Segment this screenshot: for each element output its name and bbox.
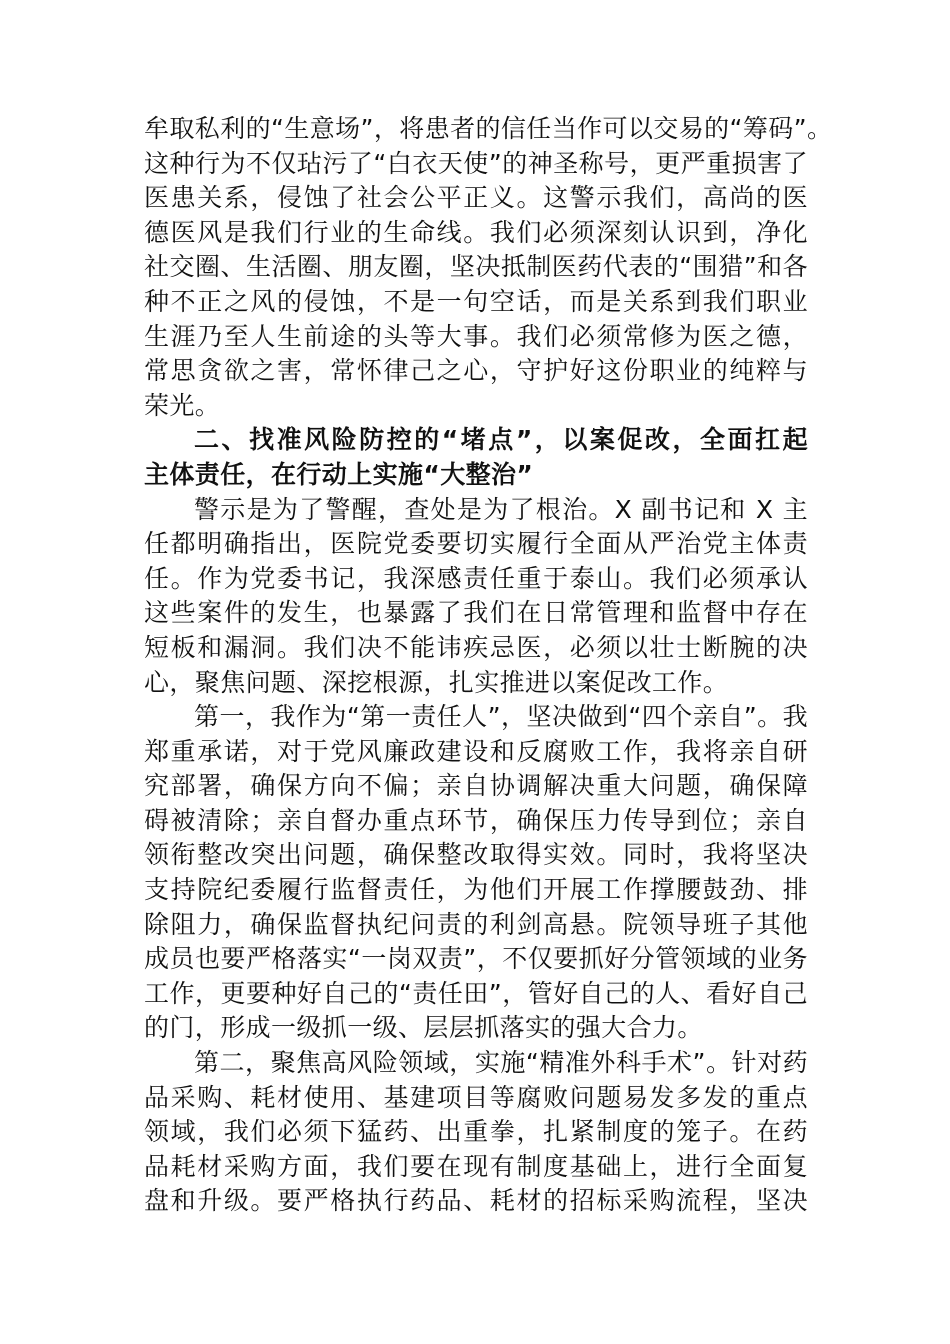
text-line: 任都明确指出，医院党委要切实履行全面从严治党主体责 [144,529,808,559]
heading-line: 二、找准风险防控的“堵点”，以案促改，全面扛起 [194,425,808,455]
text-line: 德医风是我们行业的生命线。我们必须深刻认识到，净化 [144,217,808,247]
text-line: 短板和漏洞。我们决不能讳疾忌医，必须以壮士断腕的决 [144,632,808,662]
text-line: 工作，更要种好自己的“责任田”，管好自己的人、看好自己 [144,978,808,1008]
text-line: 品采购、耗材使用、基建项目等腐败问题易发多发的重点 [144,1082,808,1112]
text-line: 品耗材采购方面，我们要在现有制度基础上，进行全面复 [144,1151,808,1181]
paragraph-4 [144,700,808,1046]
text-line: 种不正之风的侵蚀，不是一句空话，而是关系到我们职业 [144,286,808,316]
text-line: 第二，聚焦高风险领域，实施“精准外科手术”。针对药 [194,1048,808,1078]
text-line: 医患关系，侵蚀了社会公平正义。这警示我们，高尚的医 [144,183,808,213]
text-line: 荣光。 [144,390,221,420]
section-heading [144,423,808,492]
text-line: 碍被清除；亲自督办重点环节，确保压力传导到位；亲自 [144,805,808,835]
paragraph-5 [144,1046,808,1219]
text-line: 支持院纪委履行监督责任，为他们开展工作撑腰鼓劲、排 [144,875,808,905]
text-line: 常思贪欲之害，常怀律己之心，守护好这份职业的纯粹与 [144,356,808,386]
text-line: 警示是为了警醒，查处是为了根治。X 副书记和 X 主 [194,494,808,524]
text-line: 究部署，确保方向不偏；亲自协调解决重大问题，确保障 [144,771,808,801]
text-line: 牟取私利的“生意场”，将患者的信任当作可以交易的“筹码”。 [144,114,833,143]
text-line: 成员也要严格落实“一岗双责”，不仅要抓好分管领域的业务 [144,944,808,974]
text-line: 的门，形成一级抓一级、层层抓落实的强大合力。 [144,1013,703,1043]
text-line: 任。作为党委书记，我深感责任重于泰山。我们必须承认 [144,563,808,593]
text-line: 领衔整改突出问题，确保整改取得实效。同时，我将坚决 [144,840,808,870]
text-line: 郑重承诺，对于党风廉政建设和反腐败工作，我将亲自研 [144,736,808,766]
text-line: 领域，我们必须下猛药、出重拳，扎紧制度的笼子。在药 [144,1117,808,1147]
heading-line: 主体责任，在行动上实施“大整治” [144,459,534,489]
text-line: 这种行为不仅玷污了“白衣天使”的神圣称号，更严重损害了 [144,148,808,178]
document-page [144,112,833,1219]
text-line: 盘和升级。要严格执行药品、耗材的招标采购流程，坚决 [144,1186,808,1216]
paragraph-1 [144,112,833,423]
paragraph-3 [144,493,808,701]
text-line: 社交圈、生活圈、朋友圈，坚决抵制医药代表的“围猎”和各 [144,252,808,282]
text-line: 生涯乃至人生前途的头等大事。我们必须常修为医之德， [144,321,808,351]
text-line: 心，聚焦问题、深挖根源，扎实推进以案促改工作。 [144,667,729,697]
text-line: 除阻力，确保监督执纪问责的利剑高悬。院领导班子其他 [144,909,808,939]
text-line: 第一，我作为“第一责任人”，坚决做到“四个亲自”。我 [194,702,808,732]
text-line: 这些案件的发生，也暴露了我们在日常管理和监督中存在 [144,598,808,628]
